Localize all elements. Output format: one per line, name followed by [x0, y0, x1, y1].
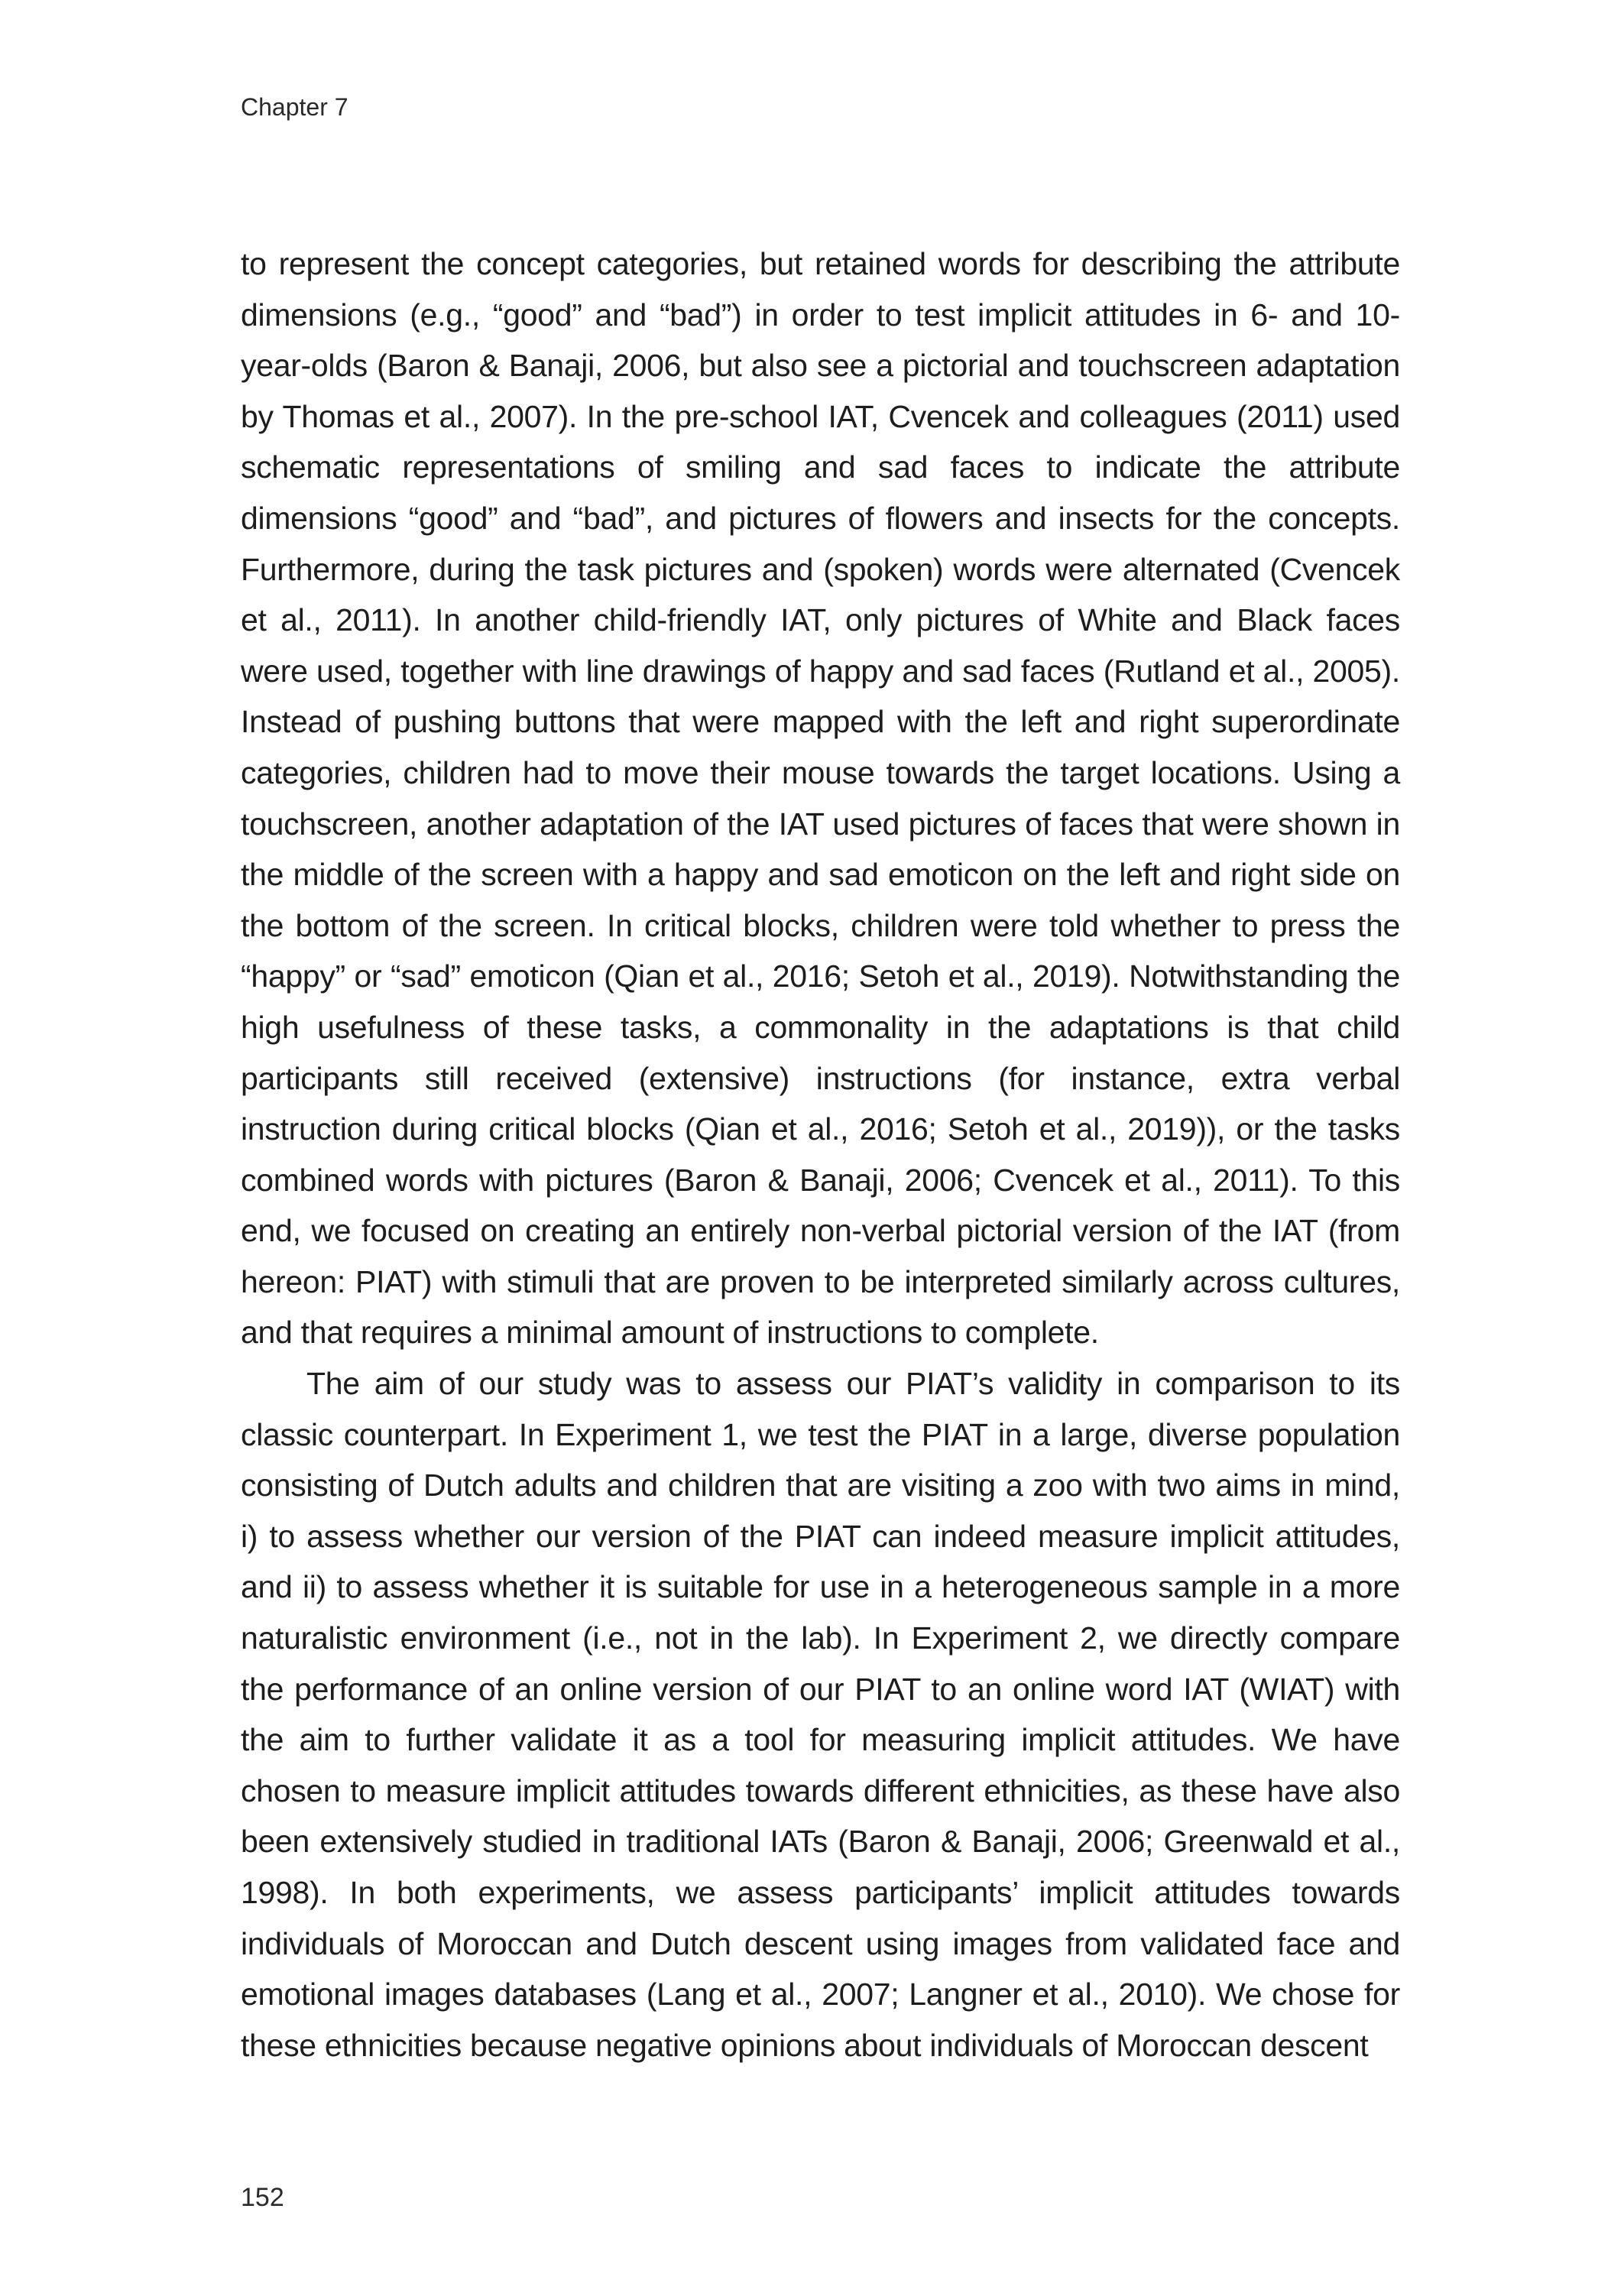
paragraph-2: The aim of our study was to assess our PIAT’s validity in comparison to its classic counterpart. In Experiment 1, we test the PIAT in a large, diverse population consisting of Dutch adults and children that are visiting a zoo with two aims in mind, i) to assess whether our version of the PIAT can indeed measure implicit attitudes, and ii) to assess whether it is suitable for use in a heterogeneous sample in a more naturalistic environment (i.e., not in the lab). In Experiment 2, we directly compare the performance of an online version of our PIAT to an online word IAT (WIAT) with the aim to further validate it as a tool for measuring implicit attitudes. We have chosen to measure implicit attitudes towards different ethnicities, as these have also been extensively studied in traditional IATs (Baron & Banaji, 2006; Greenwald et al., 1998). In both experiments, we assess participants’ implicit attitudes towards individuals of Moroccan and Dutch descent using images from validated face and emotional images databases (Lang et al., 2007; Langner et al., 2010). We chose for these ethnicities because negative opinions about individuals of Moroccan descent	[241, 1366, 1400, 2063]
body-text	[241, 238, 1400, 2071]
running-head: Chapter 7	[241, 93, 348, 121]
page-number: 152	[241, 2183, 284, 2212]
paragraph-1: to represent the concept categories, but retained words for describing the attribute dimensions (e.g., “good” and “bad”) in order to test implicit attitudes in 6- and 10-year-olds (Baron & Banaji, 2006, but also see a pictorial and touchscreen adaptation by Thomas et al., 2007). In the pre-school IAT, Cvencek and colleagues (2011) used schematic representations of smiling and sad faces to indicate the attribute dimensions “good” and “bad”, and pictures of flowers and insects for the concepts. Furthermore, during the task pictures and (spoken) words were alternated (Cvencek et al., 2011). In another child-friendly IAT, only pictures of White and Black faces were used, together with line drawings of happy and sad faces (Rutland et al., 2005). Instead of pushing buttons that were mapped with the left and right superordinate categories, children had to move their mouse towards the target locations. Using a touchscreen, another adaptation of the IAT used pictures of faces that were shown in the middle of the screen with a happy and sad emoticon on the left and right side on the bottom of the screen. In critical blocks, children were told whether to press the “happy” or “sad” emoticon (Qian et al., 2016; Setoh et al., 2019). Notwithstanding the high usefulness of these tasks, a commonality in the adaptations is that child participants still received (extensive) instructions (for instance, extra verbal instruction during critical blocks (Qian et al., 2016; Setoh et al., 2019)), or the tasks combined words with pictures (Baron & Banaji, 2006; Cvencek et al., 2011). To this end, we focused on creating an entirely non-verbal pictorial version of the IAT (from hereon: PIAT) with stimuli that are proven to be interpreted similarly across cultures, and that requires a minimal amount of instructions to complete.	[241, 246, 1400, 1351]
